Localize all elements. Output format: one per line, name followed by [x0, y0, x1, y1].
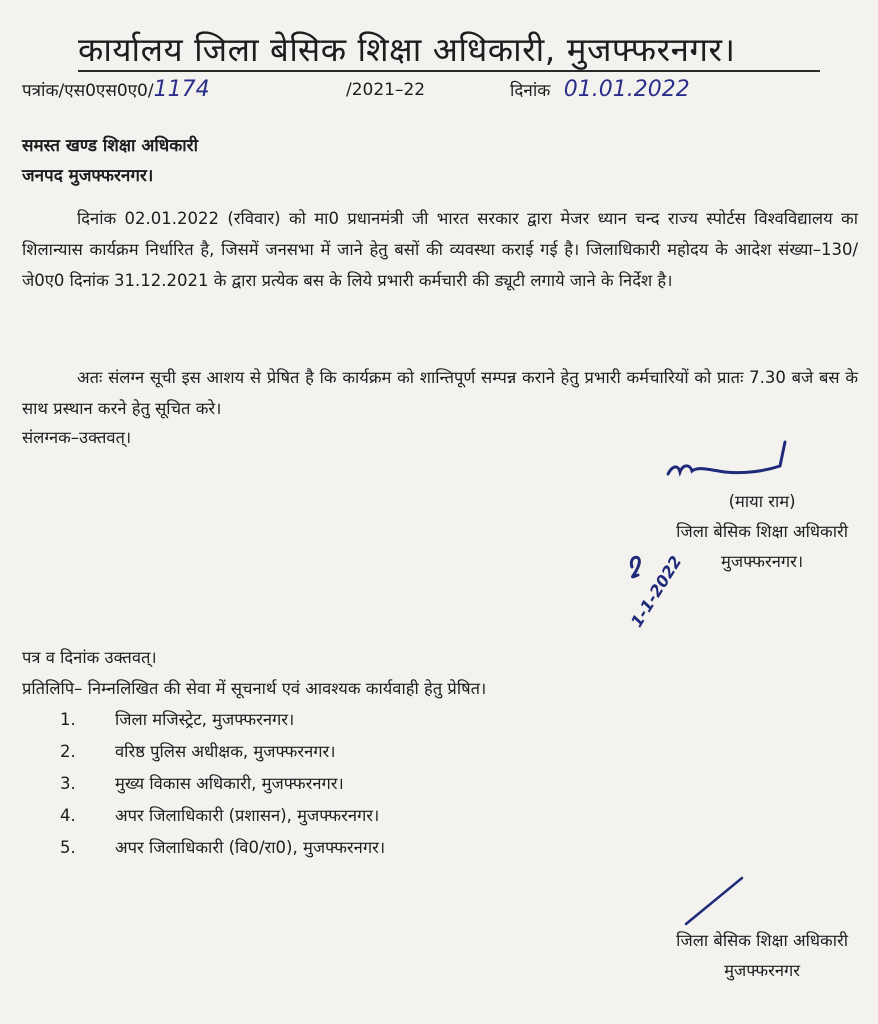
- reference-line: [22, 78, 210, 103]
- enclosure-note: संलग्नक–उक्तवत्।: [22, 428, 132, 447]
- date-line: [510, 78, 690, 103]
- signatory-name: (माया राम): [728, 492, 796, 511]
- body-paragraph-1: दिनांक 02.01.2022 (रविवार) को मा0 प्रधानमंत्री जी भारत सरकार द्वारा मेजर ध्यान चन्द राज्य स्पोर्टस विश्वविद्यालय का शिलान्यास कार्यक्रम निर्धारित है, जिसमें जनसभा में जाने हेतु बसों की व्यवस्था कराई गई है। जिलाधिकारी महोदय के आदेश संख्या–130/जे0ए0 दिनांक 31.12.2021 के द्वारा प्रत्येक बस के लिये प्रभारी कर्मचारी की ड्यूटी लगाये जाने के निर्देश है।: [22, 209, 858, 290]
- date-label: दिनांक: [510, 81, 551, 101]
- list-item: 5. अपर जिलाधिकारी (वि0/रा0), मुजफ्फरनगर।: [60, 838, 386, 857]
- addressee-line2: जनपद मुजफ्फरनगर।: [22, 166, 154, 186]
- list-item: 4. अपर जिलाधिकारी (प्रशासन), मुजफ्फरनगर।: [60, 806, 380, 825]
- copy-intro: प्रतिलिपि– निम्नलिखित की सेवा में सूचनार्थ एवं आवश्यक कार्यवाही हेतु प्रेषित।: [22, 679, 487, 698]
- footer-place: मुजफ्फरनगर: [724, 961, 801, 980]
- list-item: 1. जिला मजिस्ट्रेट, मुजफ्फरनगर।: [60, 710, 295, 729]
- body-paragraph-2: अतः संलग्न सूची इस आशय से प्रेषित है कि कार्यक्रम को शान्तिपूर्ण सम्पन्न कराने हेतु प्रभारी कर्मचारियों को प्रातः 7.30 बजे बस के साथ प्रस्थान करने हेतु सूचित करे।: [22, 368, 858, 418]
- ref-number: 1174: [153, 77, 210, 102]
- footer-signatory-block: [676, 926, 848, 986]
- list-item: 2. वरिष्ठ पुलिस अधीक्षक, मुजफ्फरनगर।: [60, 742, 336, 761]
- signatory-place: मुजफ्फरनगर।: [721, 552, 804, 571]
- footer-designation: जिला बेसिक शिक्षा अधिकारी: [676, 931, 848, 950]
- signatory-designation: जिला बेसिक शिक्षा अधिकारी: [676, 522, 848, 541]
- handwritten-date-text: 1-1-2022: [626, 552, 686, 630]
- copy-ref-same: पत्र व दिनांक उक्तवत्।: [22, 648, 157, 667]
- signature-mark: [650, 436, 800, 486]
- handwritten-initial-date: [610, 545, 710, 630]
- ref-year: /2021–22: [346, 80, 426, 100]
- office-title: कार्यालय जिला बेसिक शिक्षा अधिकारी, मुजफ्फरनगर।: [78, 30, 736, 69]
- ref-prefix: पत्रांक/एस0एस0ए0/: [22, 81, 154, 101]
- signature-stroke: [680, 872, 760, 932]
- recipient-list: [60, 704, 385, 864]
- date-value: 01.01.2022: [563, 77, 690, 102]
- list-item: 3. मुख्य विकास अधिकारी, मुजफ्फरनगर।: [60, 774, 344, 793]
- title-underline: [78, 70, 820, 72]
- addressee-line1: समस्त खण्ड शिक्षा अधिकारी: [22, 136, 199, 156]
